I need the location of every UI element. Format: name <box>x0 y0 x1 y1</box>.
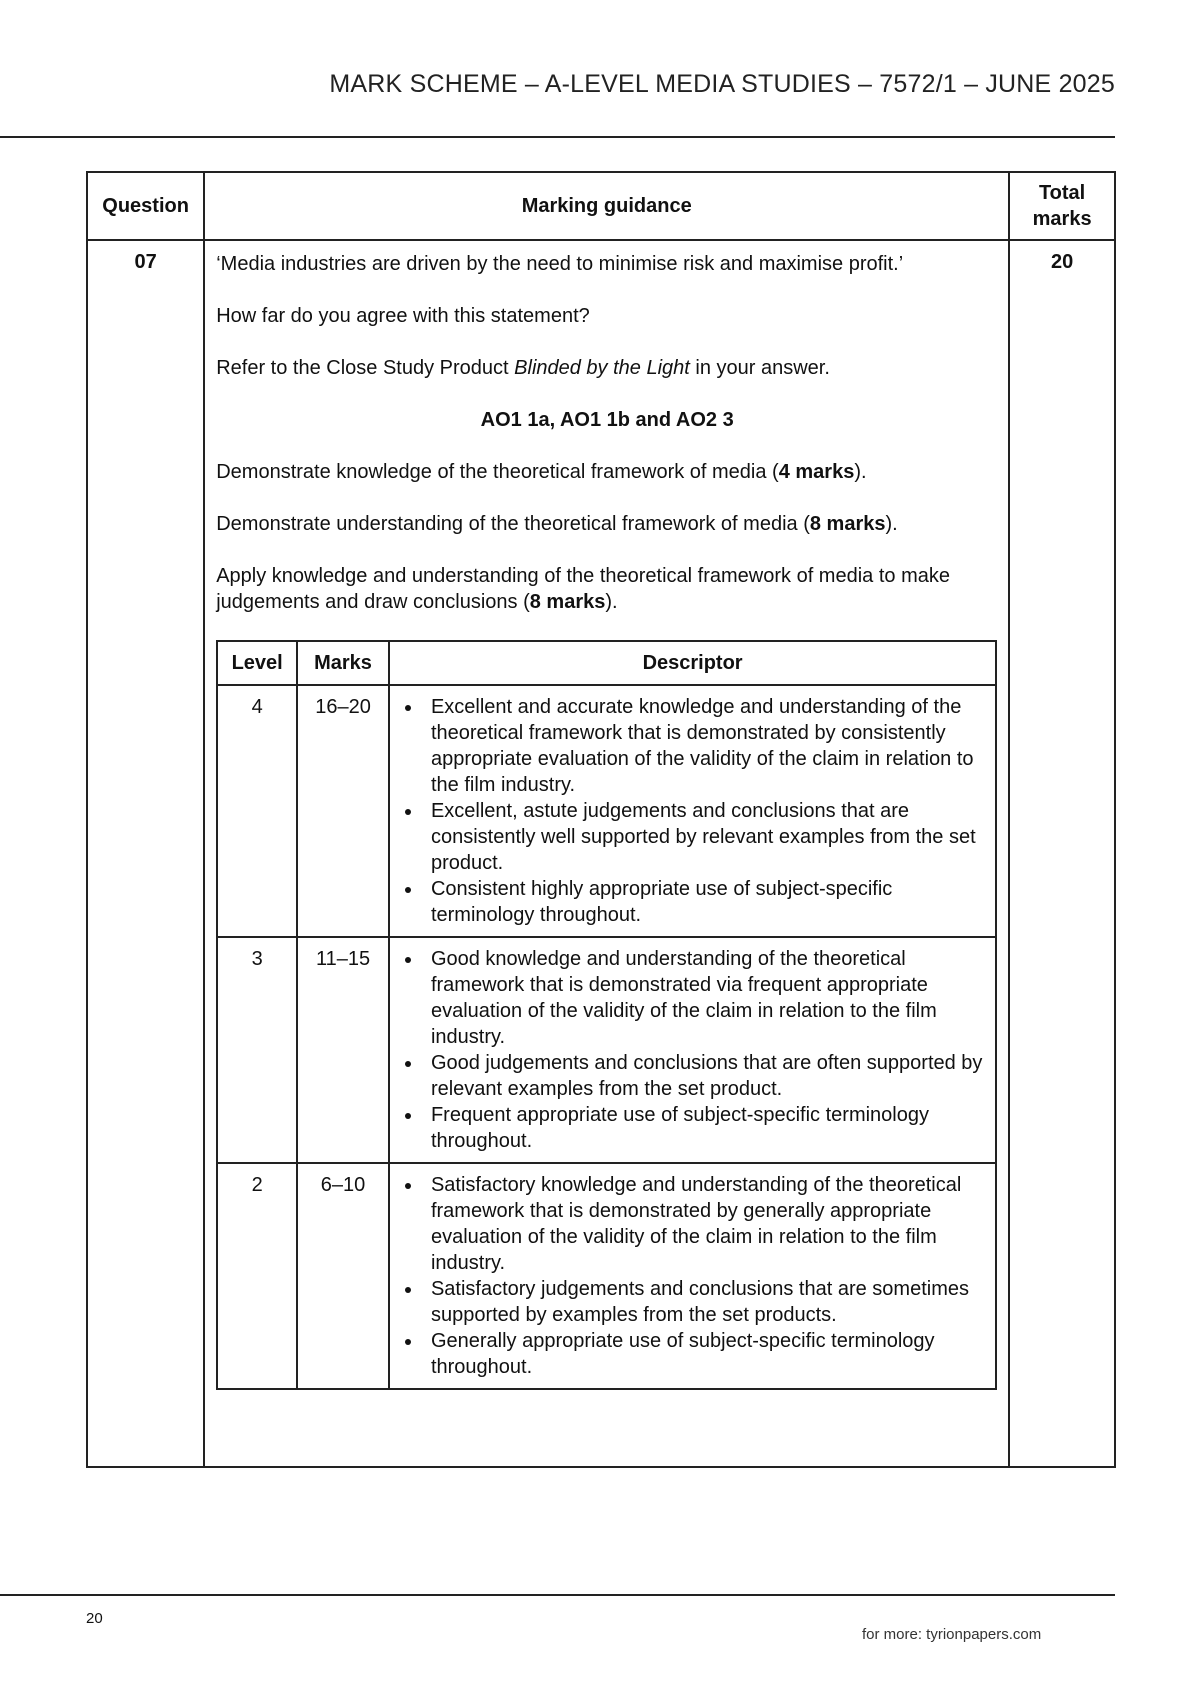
guidance-column-header: Marking guidance <box>204 172 1009 240</box>
page-number: 20 <box>86 1610 103 1627</box>
descriptor-item: • Good knowledge and understanding of the theoretical framework that is demonstrated via frequent appropriate evaluation of the validity of the claim in relation to the film industry. <box>423 946 987 1050</box>
level-marks: 11–15 <box>297 937 389 1163</box>
marking-guidance-cell <box>204 240 1009 1467</box>
level-table-header-row <box>217 641 996 685</box>
header-divider <box>0 136 1115 138</box>
descriptor-item: • Excellent, astute judgements and conclusions that are consistently well supported by relevant examples from the set product. <box>423 798 987 876</box>
level-number: 3 <box>217 937 297 1163</box>
total-marks-value: 20 <box>1009 240 1115 1467</box>
descriptor-column-header: Descriptor <box>389 641 996 685</box>
question-number: 07 <box>87 240 204 1467</box>
descriptor-item: • Generally appropriate use of subject-specific terminology throughout. <box>423 1328 987 1380</box>
ao-line-marks: 8 marks <box>529 591 606 613</box>
refer-after-text: in your answer. <box>689 357 830 379</box>
ao-line-marks: 8 marks <box>809 513 886 535</box>
descriptor-list <box>398 1172 987 1380</box>
level-descriptor <box>389 937 996 1163</box>
ao-line-text-end: ). <box>605 591 618 613</box>
level-row <box>217 937 996 1163</box>
ao-line-understanding <box>216 511 998 537</box>
footer-divider <box>0 1594 1115 1596</box>
level-marks: 16–20 <box>297 685 389 937</box>
marks-column-header: Marks <box>297 641 389 685</box>
descriptor-item: • Consistent highly appropriate use of subject-specific terminology throughout. <box>423 876 987 928</box>
ao-line-knowledge <box>216 459 998 485</box>
level-descriptor <box>389 685 996 937</box>
mark-scheme-header-row <box>87 172 1115 240</box>
close-study-product-title: Blinded by the Light <box>514 357 690 379</box>
level-row <box>217 685 996 937</box>
ao-line-marks: 4 marks <box>778 461 855 483</box>
level-column-header: Level <box>217 641 297 685</box>
level-row <box>217 1163 996 1389</box>
level-descriptor <box>389 1163 996 1389</box>
level-marks: 6–10 <box>297 1163 389 1389</box>
descriptor-item: • Frequent appropriate use of subject-specific terminology throughout. <box>423 1102 987 1154</box>
question-column-header: Question <box>87 172 204 240</box>
level-number: 2 <box>217 1163 297 1389</box>
question-prompt: How far do you agree with this statement? <box>216 305 590 327</box>
refer-before-text: Refer to the Close Study Product <box>216 357 515 379</box>
question-row <box>87 240 1115 1467</box>
descriptor-list <box>398 694 987 928</box>
descriptor-list <box>398 946 987 1154</box>
question-statement: ‘Media industries are driven by the need to minimise risk and maximise profit.’ <box>216 253 904 275</box>
level-descriptor-table <box>216 640 997 1390</box>
ao-line-application <box>216 563 998 615</box>
descriptor-item: • Excellent and accurate knowledge and understanding of the theoretical framework that is demonstrated by consistently appropriate evaluation of the validity of the claim in relation to the film industry. <box>423 694 987 798</box>
descriptor-item: • Good judgements and conclusions that are often supported by relevant examples from the set product. <box>423 1050 987 1102</box>
mark-scheme-table <box>86 171 1116 1468</box>
footer-credit: for more: tyrionpapers.com <box>862 1626 1042 1643</box>
descriptor-item: • Satisfactory judgements and conclusions that are sometimes supported by examples from the set products. <box>423 1276 987 1328</box>
ao-line-text-end: ). <box>854 461 867 483</box>
ao-line-text: Demonstrate understanding of the theoretical framework of media ( <box>216 513 810 535</box>
total-marks-column-header: Total marks <box>1009 172 1115 240</box>
descriptor-item: • Satisfactory knowledge and understanding of the theoretical framework that is demonstrated by generally appropriate evaluation of the validity of the claim in relation to the film industry. <box>423 1172 987 1276</box>
level-number: 4 <box>217 685 297 937</box>
ao-line-text: Demonstrate knowledge of the theoretical framework of media ( <box>216 461 779 483</box>
ao-line-text-end: ). <box>885 513 898 535</box>
page-header-title: MARK SCHEME – A-LEVEL MEDIA STUDIES – 7572/1 – JUNE 2025 <box>329 70 1115 98</box>
assessment-objectives-heading: AO1 1a, AO1 1b and AO2 3 <box>480 409 734 431</box>
ao-line-text: Apply knowledge and understanding of the theoretical framework of media to make judgements and draw conclusions ( <box>216 565 950 613</box>
close-study-product-instruction <box>216 355 998 381</box>
